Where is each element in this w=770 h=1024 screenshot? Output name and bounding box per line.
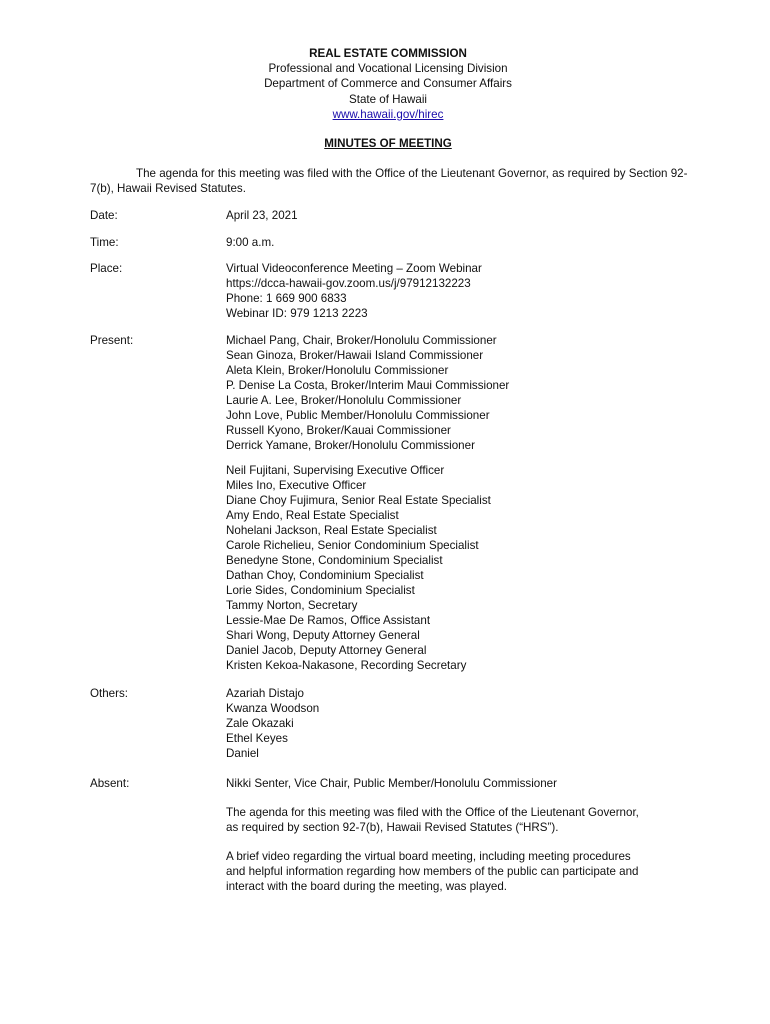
list-item: Daniel xyxy=(226,747,259,760)
place-line: Webinar ID: 979 1213 2223 xyxy=(226,307,368,320)
absent-value xyxy=(226,776,696,791)
list-item: Michael Pang, Chair, Broker/Honolulu Commissioner xyxy=(226,334,497,347)
list-item: John Love, Public Member/Honolulu Commissioner xyxy=(226,409,490,422)
time-label: Time: xyxy=(90,236,119,249)
division-name: Professional and Vocational Licensing Division xyxy=(268,62,508,76)
place-line: https://dcca-hawaii-gov.zoom.us/j/97912132223 xyxy=(226,277,471,290)
intro-paragraph: The agenda for this meeting was filed with the Office of the Lieutenant Governor, as required by Section 92-7(b), Hawaii Revised Statutes. xyxy=(90,167,688,195)
list-item: Neil Fujitani, Supervising Executive Officer xyxy=(226,464,445,477)
list-item: Lessie-Mae De Ramos, Office Assistant xyxy=(226,614,431,627)
others-list xyxy=(226,686,696,761)
list-item: Daniel Jacob, Deputy Attorney General xyxy=(226,644,427,657)
place-line: Phone: 1 669 900 6833 xyxy=(226,292,347,305)
document-header xyxy=(0,46,770,122)
absent-member: Nikki Senter, Vice Chair, Public Member/Honolulu Commissioner xyxy=(226,777,557,790)
date-label: Date: xyxy=(90,209,118,222)
list-item: Derrick Yamane, Broker/Honolulu Commissioner xyxy=(226,439,475,452)
list-item: Aleta Klein, Broker/Honolulu Commissioner xyxy=(226,364,449,377)
minutes-title: MINUTES OF MEETING xyxy=(324,137,452,150)
paragraph-line: as required by section 92-7(b), Hawaii Revised Statutes (“HRS”). xyxy=(226,821,559,834)
paragraph-line: and helpful information regarding how members of the public can participate and xyxy=(226,865,639,878)
list-item: Shari Wong, Deputy Attorney General xyxy=(226,629,420,642)
list-item: Russell Kyono, Broker/Kauai Commissioner xyxy=(226,424,451,437)
list-item: Lorie Sides, Condominium Specialist xyxy=(226,584,415,597)
list-item: Sean Ginoza, Broker/Hawaii Island Commissioner xyxy=(226,349,484,362)
list-item: Amy Endo, Real Estate Specialist xyxy=(226,509,399,522)
list-item: P. Denise La Costa, Broker/Interim Maui Commissioner xyxy=(226,379,510,392)
absent-label: Absent: xyxy=(90,777,130,790)
others-label: Others: xyxy=(90,687,129,700)
list-item: Kristen Kekoa-Nakasone, Recording Secretary xyxy=(226,659,467,672)
list-item: Laurie A. Lee, Broker/Honolulu Commissioner xyxy=(226,394,462,407)
list-item: Diane Choy Fujimura, Senior Real Estate Specialist xyxy=(226,494,491,507)
list-item: Zale Okazaki xyxy=(226,717,294,730)
org-title: REAL ESTATE COMMISSION xyxy=(309,47,467,60)
list-item: Ethel Keyes xyxy=(226,732,288,745)
list-item: Dathan Choy, Condominium Specialist xyxy=(226,569,424,582)
list-item: Miles Ino, Executive Officer xyxy=(226,479,367,492)
list-item: Tammy Norton, Secretary xyxy=(226,599,358,612)
place-value xyxy=(226,261,696,321)
paragraph-line: A brief video regarding the virtual board meeting, including meeting procedures xyxy=(226,850,631,863)
paragraph-line: The agenda for this meeting was filed with the Office of the Lieutenant Governor, xyxy=(226,806,639,819)
list-item: Benedyne Stone, Condominium Specialist xyxy=(226,554,443,567)
department-name: Department of Commerce and Consumer Affairs xyxy=(264,77,512,91)
staff-list xyxy=(226,463,696,673)
website-link[interactable]: www.hawaii.gov/hirec xyxy=(332,107,444,121)
place-line: Virtual Videoconference Meeting – Zoom Webinar xyxy=(226,262,482,275)
list-item: Kwanza Woodson xyxy=(226,702,320,715)
list-item: Nohelani Jackson, Real Estate Specialist xyxy=(226,524,437,537)
commissioner-list xyxy=(226,333,696,453)
present-label: Present: xyxy=(90,334,134,347)
place-label: Place: xyxy=(90,262,123,275)
state-name: State of Hawaii xyxy=(349,92,427,106)
time-value: 9:00 a.m. xyxy=(226,236,275,249)
date-value: April 23, 2021 xyxy=(226,209,298,222)
list-item: Azariah Distajo xyxy=(226,687,304,700)
paragraph-line: interact with the board during the meeting, was played. xyxy=(226,880,507,893)
list-item: Carole Richelieu, Senior Condominium Specialist xyxy=(226,539,479,552)
